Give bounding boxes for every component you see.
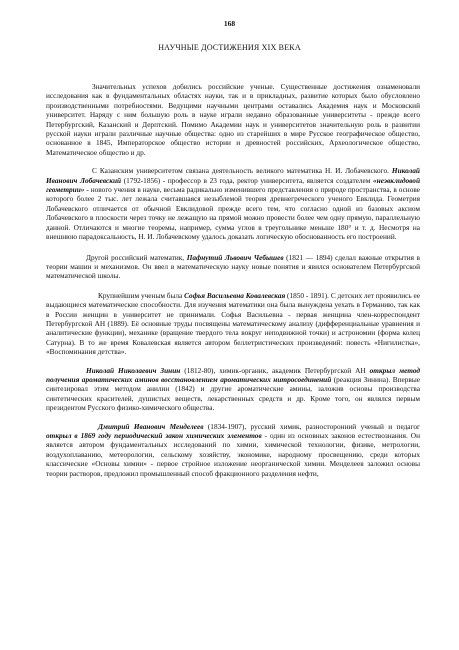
document-body [46, 82, 420, 487]
scientist-name: Софья Васильевна Ковалевская [184, 290, 286, 300]
scientist-name: Николай Иванович Лобачевский [46, 166, 420, 185]
paragraph-text: Другой российский математик, [86, 252, 187, 262]
scientist-name: Дмитрий Иванович Менделеев [98, 421, 204, 431]
scientist-name: Николай Николаевич Зинин [86, 365, 181, 375]
key-term: «неэвклидовой геометрии» [46, 175, 421, 195]
paragraph-kovalevskaya [46, 291, 420, 357]
paragraph-text: С Казанским университетом связана деятельность великого математика Н. И. Лобачевского. [92, 166, 392, 176]
paragraph-text: (1812-80), химик-органик, академик Петербургской АН [180, 365, 370, 375]
paragraph-chebyshev [46, 253, 420, 281]
paragraph-science-centers [46, 82, 420, 157]
paragraph-text: (1792-1856) - профессор в 23 года, ректор университета, является создателем [121, 175, 373, 185]
paragraph-text: Значительных успехов добились российские ученые. Существенные достижения ознаменовали исследования как в фундаментальных областях науки, так и в прикладных, развитие которых было обусловлено производственными потребностями. Ведущими научными центрами оставались Академия наук и Московский университет. Наряду с ним большую роль в науке играли недавно образованные университеты - прежде всего Петербургский, Казанский и Дерптский. Помимо Академии наук и университетов значительную роль в развитии русской науки играли различные научные общества: одно из старейших в мире Русское географическое общество, основанное в 1845, Императорское общество истории и древностей российских, Археологическое общество, Математическое общество и др. [46, 82, 420, 157]
paragraph-mendeleev [46, 422, 420, 478]
page-title: НАУЧНЫЕ ДОСТИЖЕНИЯ XIX ВЕКА [158, 43, 301, 52]
discovery-text: открыл в 1869 году периодический закон химических элементов [46, 431, 262, 440]
page-number: 168 [223, 19, 236, 28]
scientist-name: Пафнутий Львович Чебышев [186, 252, 284, 262]
paragraph-lobachevsky [46, 166, 420, 241]
paragraph-zinin [46, 366, 420, 413]
paragraph-text: (реакция Зинина). Впервые синтезировал этим методом анилин (1842) и другие ароматические амины, заложив основы производства синтетических красителей, душистых веществ, лекарственных средств и др. Кроме того, он являлся первым президентом Русского физико-химического общества. [46, 374, 420, 413]
paragraph-text: (1834-1907), русский химик, разносторонний ученый и педагог [203, 421, 420, 431]
paragraph-text: Крупнейшим ученым была [98, 290, 185, 300]
paragraph-text: (1850 - 1891). С детских лет проявились ее выдающиеся математические способности. Для изучения математики она была вынуждена уехать в Германию, так как в России женщин в университет не принимали. Софья Васильевна - первая женщина член-корреспондент Петербургской АН (1889). Её основные труды посвящены математическому анализу (дифференциальные уравнения и аналитические функции), механике (вращение твердого тела вокруг неподвижной точки) и астрономии (форма колец Сатурна). В то же время Ковалевская является автором беллетристических произведений: повесть «Нигилистка», «Воспоминания детства». [46, 290, 420, 357]
paragraph-text: (1821 — 1894) сделал важные открытия в теории машин и механизмов. Он ввел в математическую науку новые понятия и явился основателем Петербургской математической школы. [46, 252, 420, 281]
paragraph-text: - один из основных законов естествознания. Он является автором фундаментальных исследований по химии, химической технологии, физике, метрологии, воздухоплаванию, метеорологии, сельскому хозяйству, экономике, народному просвещению, среди которых классические «Основы химии» - первое стройное изложение неорганической химии. Менделеев заложил основы теории растворов, предложил промышленный способ фракционного разделения нефти, [46, 431, 420, 478]
discovery-text: открыл метод получения ароматических аминов восстановлением ароматических нитросоединений [46, 365, 420, 384]
paragraph-text: - нового учения в науке, весьма радикально изменившего представления о природе пространства, в основе которого более 2 тыс. лет лежала считавшаяся незыблемой теория древнегреческого ученого Евклида. Геометрия Лобачевского отличается от обычной Евклидовой прежде всего тем, что согласно одной из базовых аксиом Лобачевского в плоскости через точку не лежащую на прямой можно провести более чем одну прямую, параллельную данной. Отличаются и многие теоремы, например, сумма углов в треугольнике меньше 180° и т. д. Несмотря на внешнюю парадоксальность, Н. И. Лобачевскому удалось доказать логическую обоснованность его построений. [46, 185, 420, 242]
